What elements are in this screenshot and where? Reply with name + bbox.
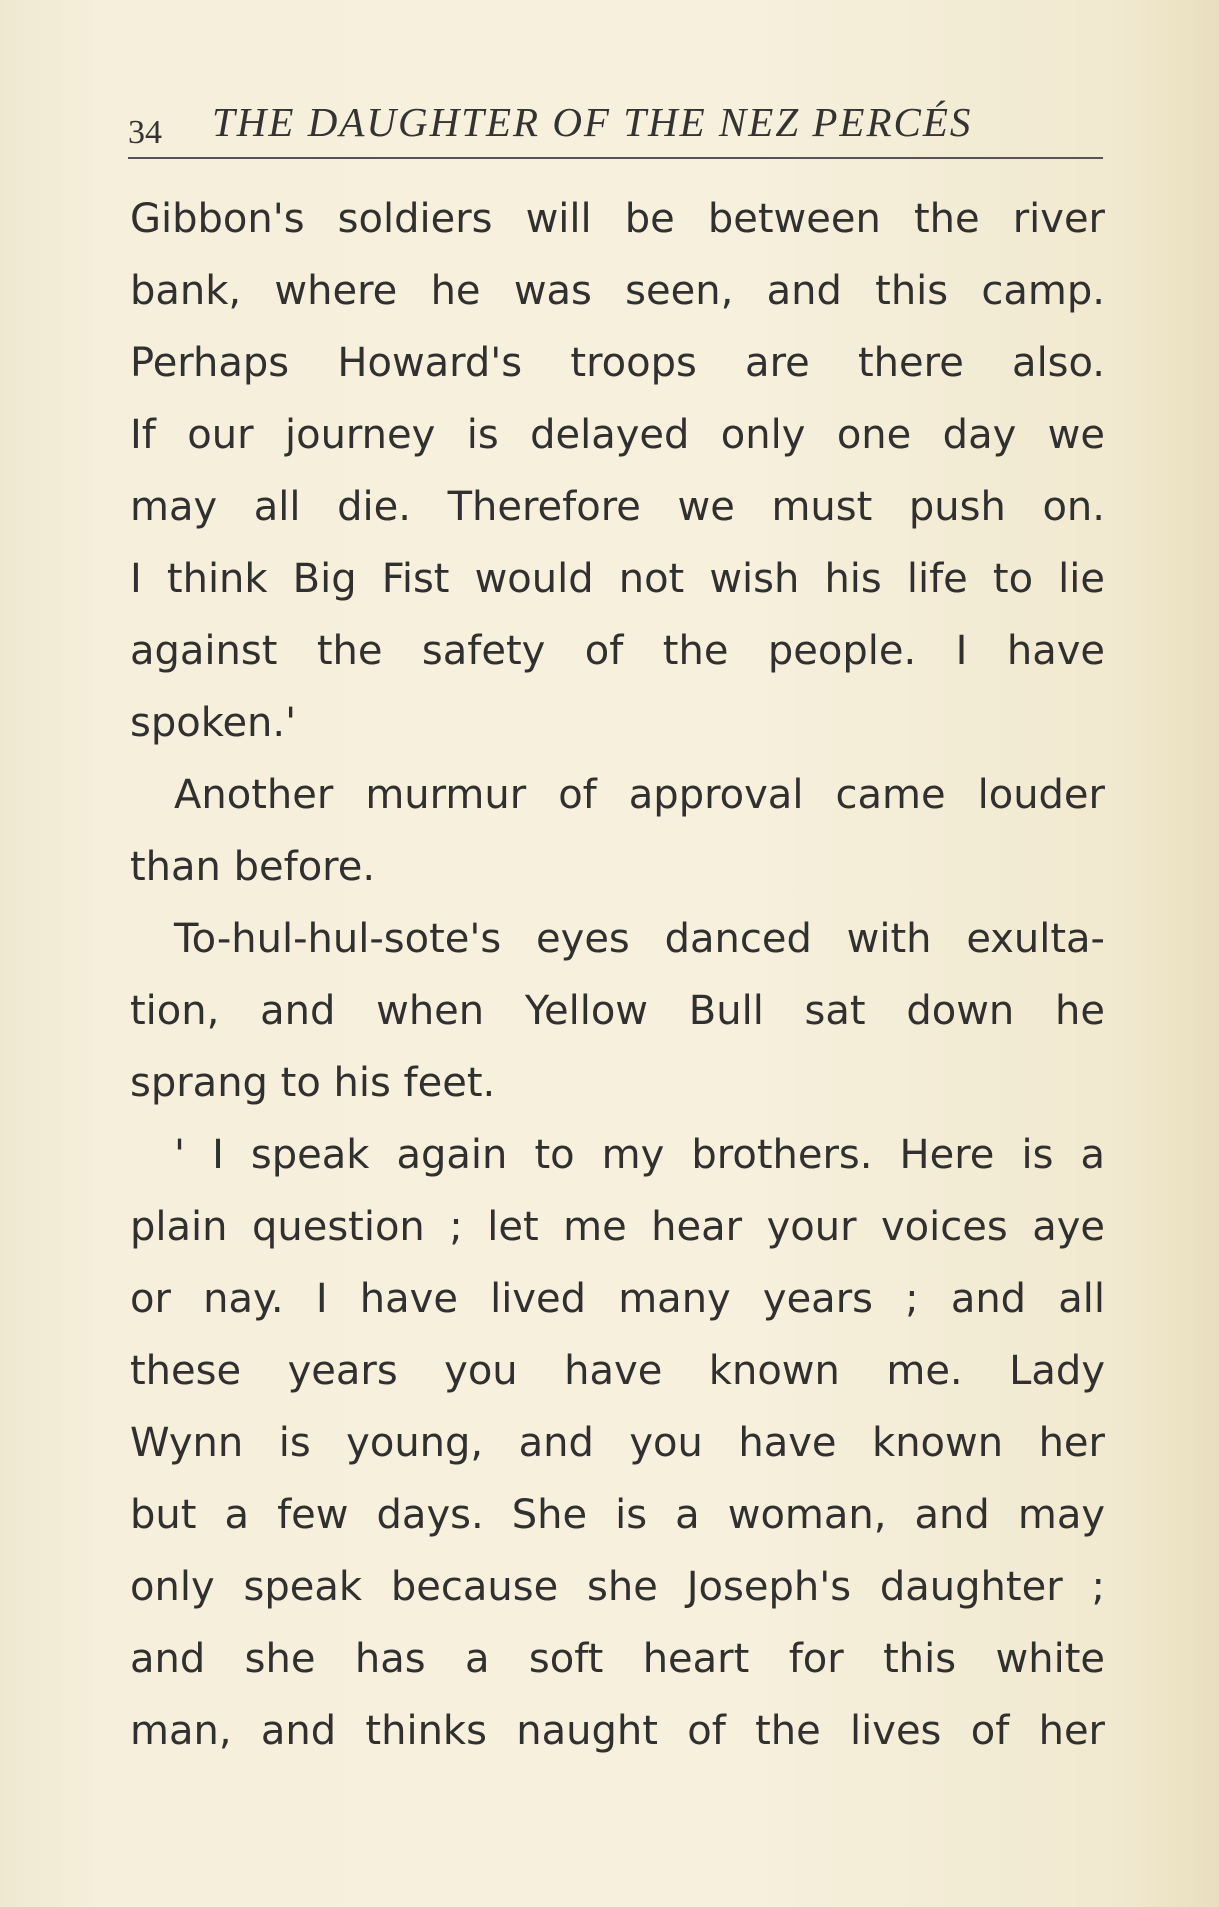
text-line: sprang to his feet. — [130, 1060, 496, 1106]
page-number: 34 — [128, 114, 162, 151]
text-line: I think Big Fist would not wish his life to lie — [130, 556, 1105, 602]
text-line: only speak because she Joseph's daughter ; — [130, 1564, 1105, 1610]
text-line: bank, where he was seen, and this camp. — [130, 268, 1105, 314]
text-line: or nay. I have lived many years ; and all — [130, 1276, 1105, 1322]
text-line: tion, and when Yellow Bull sat down he — [130, 988, 1105, 1034]
text-line: Gibbon's soldiers will be between the river — [130, 196, 1105, 242]
header-rule — [128, 157, 1103, 159]
text-line: these years you have known me. Lady — [130, 1348, 1105, 1394]
text-line: than before. — [130, 844, 376, 890]
text-line: Another murmur of approval came louder — [174, 772, 1105, 818]
text-line: Wynn is young, and you have known her — [130, 1420, 1105, 1466]
text-line: plain question ; let me hear your voices aye — [130, 1204, 1105, 1250]
text-line: To-hul-hul-sote's eyes danced with exulta- — [174, 916, 1105, 962]
text-line: against the safety of the people. I have — [130, 628, 1105, 674]
text-line: and she has a soft heart for this white — [130, 1636, 1105, 1682]
page-header — [128, 92, 1103, 162]
text-line: spoken.' — [130, 700, 297, 746]
body-text — [130, 183, 1105, 1767]
text-line: may all die. Therefore we must push on. — [130, 484, 1105, 530]
text-line: but a few days. She is a woman, and may — [130, 1492, 1105, 1538]
text-line: ' I speak again to my brothers. Here is a — [174, 1132, 1105, 1178]
text-line: Perhaps Howard's troops are there also. — [130, 340, 1105, 386]
text-line: If our journey is delayed only one day we — [130, 412, 1105, 458]
text-line: man, and thinks naught of the lives of her — [130, 1708, 1105, 1754]
running-title: THE DAUGHTER OF THE NEZ PERCÉS — [212, 99, 973, 145]
